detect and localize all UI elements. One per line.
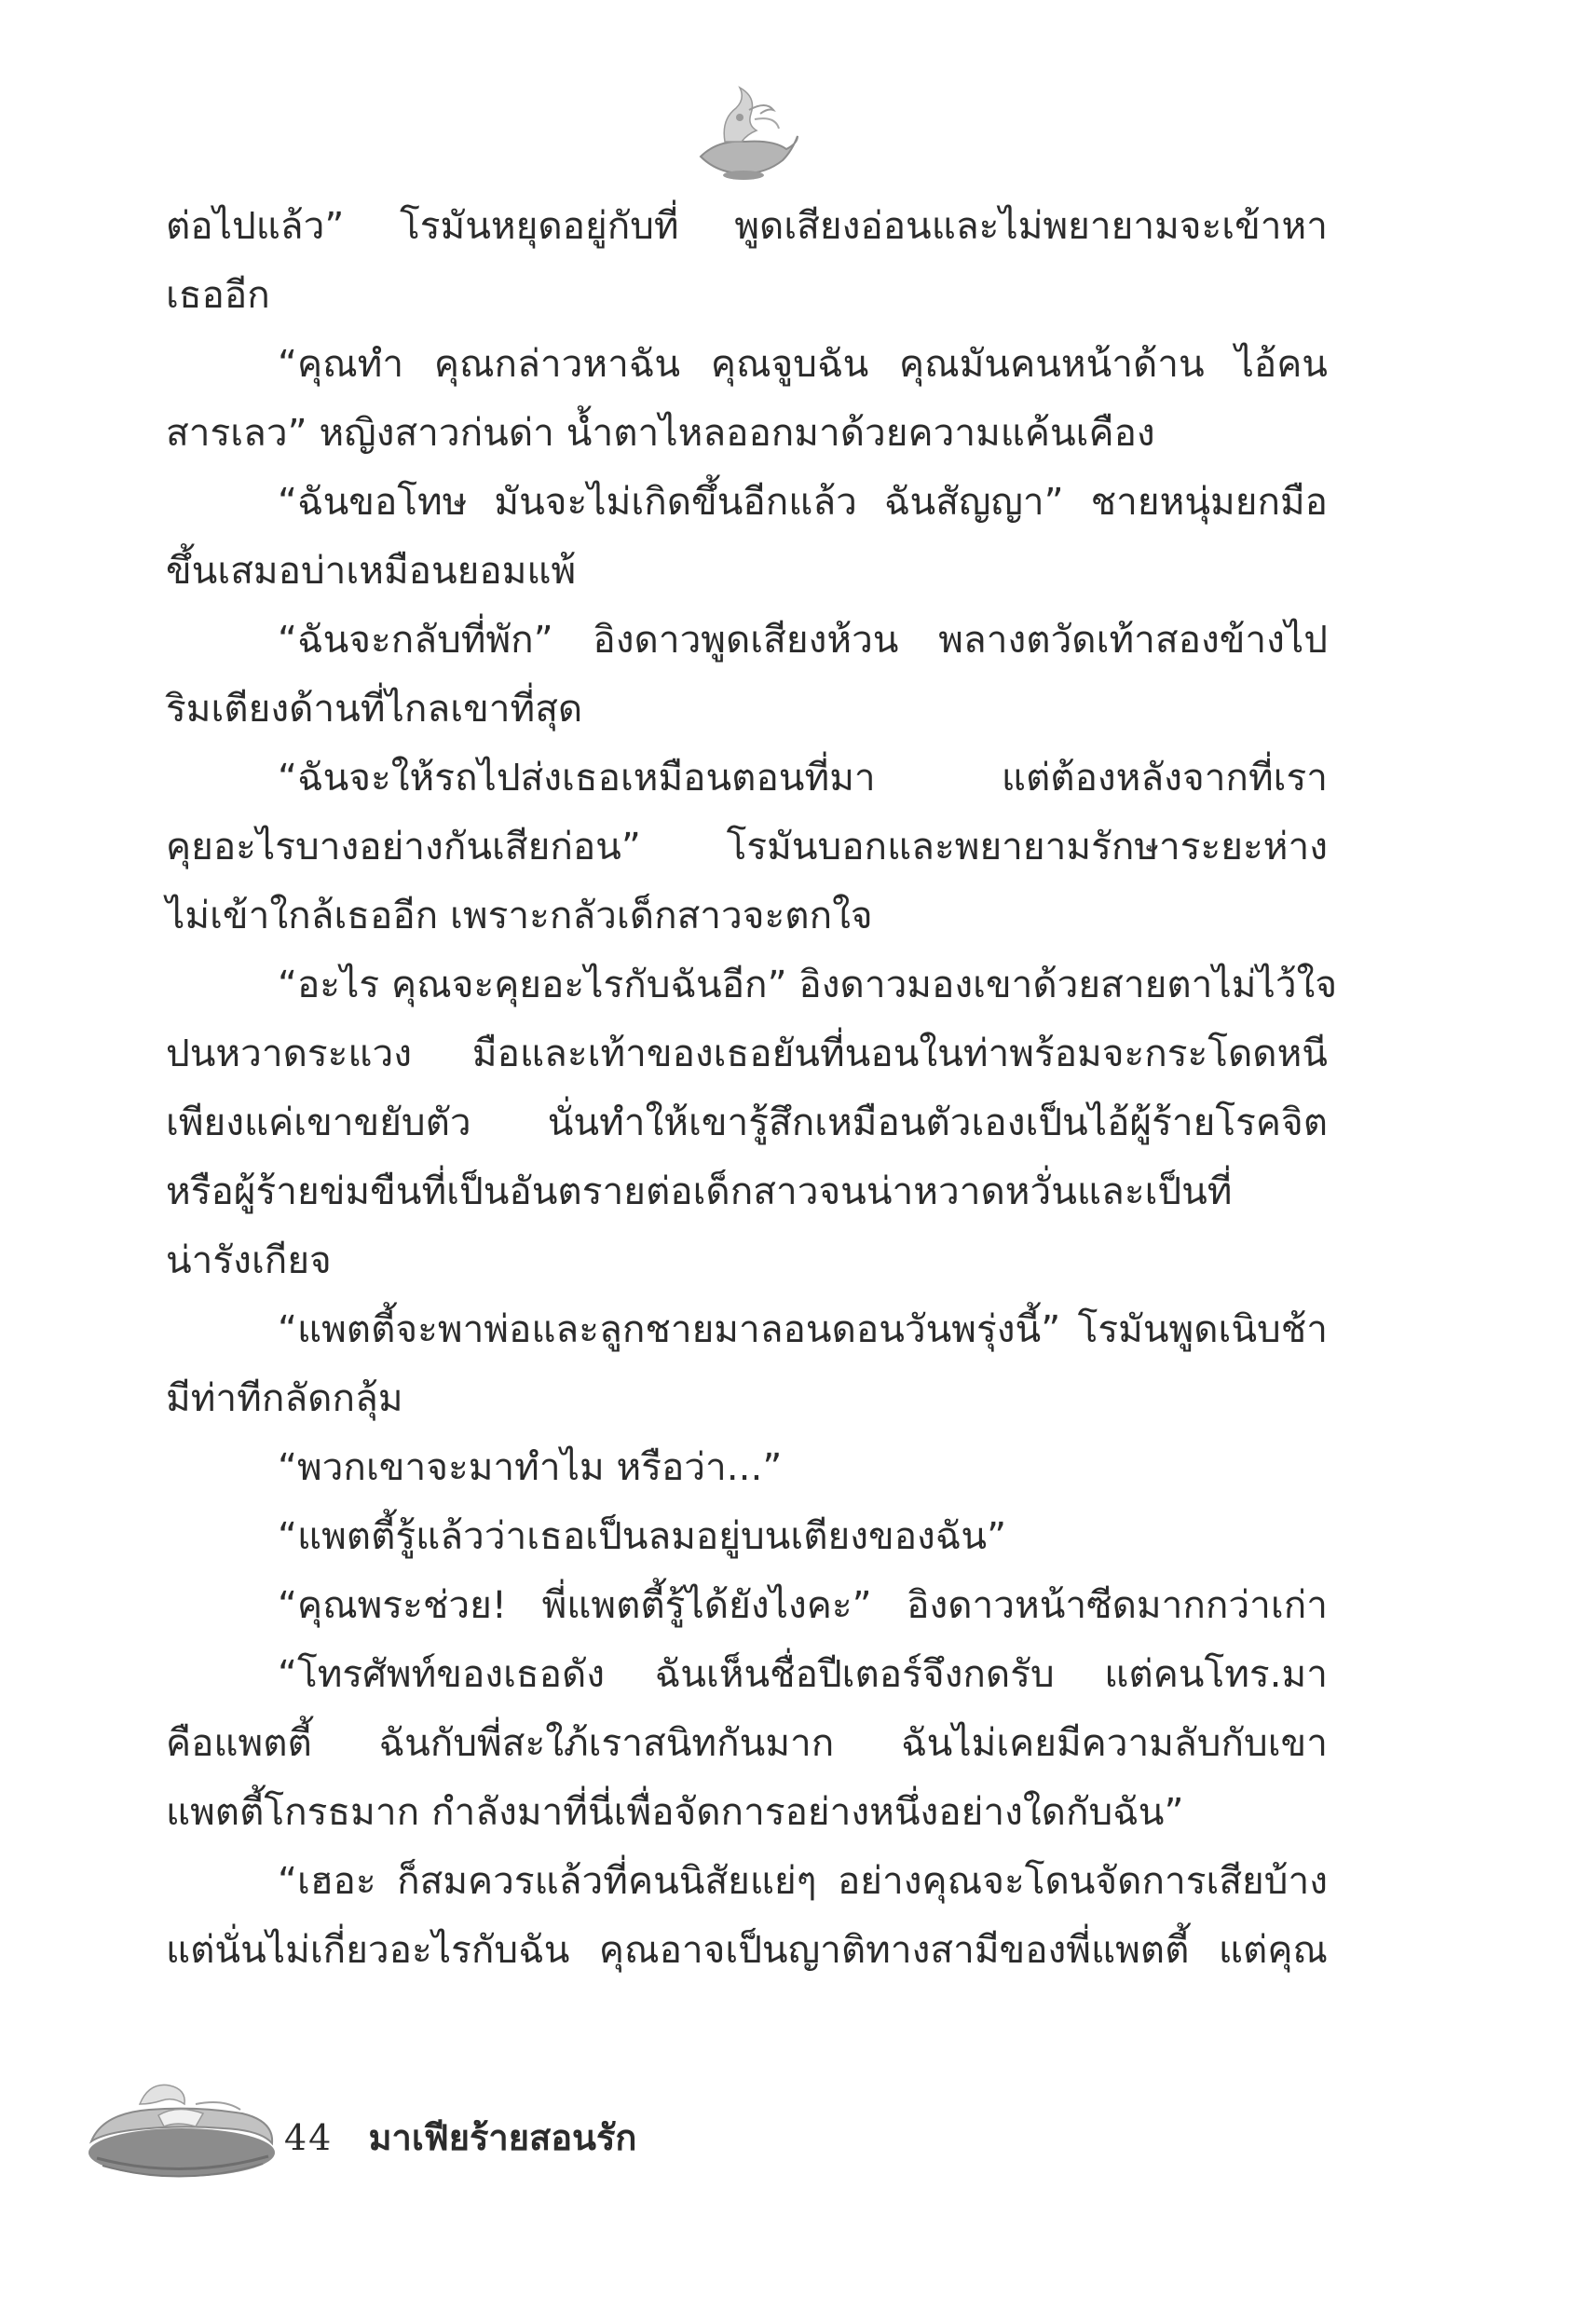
text-line: “แพตตี้จะพาพ่อและลูกชายมาลอนดอนวันพรุ่งนี้” โรมันพูดเนิบช้า	[278, 1306, 1328, 1351]
text-line: น่ารังเกียจ	[166, 1238, 332, 1282]
text-line: สารเลว” หญิงสาวก่นด่า น้ำตาไหลออกมาด้วยความแค้นเคือง	[166, 410, 1155, 455]
text-line: เพียงแค่เขาขยับตัว นั่นทำให้เขารู้สึกเหมือนตัวเองเป็นไอ้ผู้ร้ายโรคจิต	[166, 1100, 1328, 1144]
book-title: มาเฟียร้ายสอนรัก	[368, 2117, 637, 2158]
text-line: คือแพตตี้ ฉันกับพี่สะใภ้เราสนิทกันมาก ฉันไม่เคยมีความลับกับเขา	[166, 1720, 1328, 1765]
text-line: เธออีก	[166, 272, 270, 317]
text-line: ปนหวาดระแวง มือและเท้าของเธอยันที่นอนในท่าพร้อมจะกระโดดหนี	[166, 1031, 1328, 1075]
footer-text	[284, 2115, 636, 2160]
page-footer	[84, 2076, 922, 2188]
text-line: “พวกเขาจะมาทำไม หรือว่า...”	[278, 1444, 783, 1489]
text-line: คุยอะไรบางอย่างกันเสียก่อน” โรมันบอกและพยายามรักษาระยะห่าง	[166, 824, 1328, 868]
text-line: ไม่เข้าใกล้เธออีก เพราะกลัวเด็กสาวจะตกใจ	[166, 893, 873, 937]
text-line: ต่อไปแล้ว” โรมันหยุดอยู่กับที่ พูดเสียงอ่อนและไม่พยายามจะเข้าหา	[166, 203, 1328, 248]
genie-lamp-icon	[689, 82, 801, 185]
text-line: แพตตี้โกรธมาก กำลังมาที่นี่เพื่อจัดการอย่างหนึ่งอย่างใดกับฉัน”	[166, 1789, 1184, 1834]
text-line: “อะไร คุณจะคุยอะไรกับฉันอีก” อิงดาวมองเขาด้วยสายตาไม่ไว้ใจ	[278, 962, 1338, 1006]
text-line: ริมเตียงด้านที่ไกลเขาที่สุด	[166, 686, 583, 731]
text-line: “คุณทำ คุณกล่าวหาฉัน คุณจูบฉัน คุณมันคนหน้าด้าน ไอ้คน	[278, 341, 1328, 386]
text-line: มีท่าทีกลัดกลุ้ม	[166, 1375, 403, 1420]
text-line: “โทรศัพท์ของเธอดัง ฉันเห็นชื่อปีเตอร์จึงกดรับ แต่คนโทร.มา	[278, 1651, 1328, 1696]
text-line: “ฉันขอโทษ มันจะไม่เกิดขึ้นอีกแล้ว ฉันสัญญา” ชายหนุ่มยกมือ	[278, 479, 1328, 524]
sleeping-pillow-icon	[84, 2076, 280, 2188]
page-number: 44	[284, 2117, 334, 2158]
text-line: “ฉันจะกลับที่พัก” อิงดาวพูดเสียงห้วน พลางตวัดเท้าสองข้างไป	[278, 617, 1328, 662]
text-line: “เฮอะ ก็สมควรแล้วที่คนนิสัยแย่ๆ อย่างคุณจะโดนจัดการเสียบ้าง	[278, 1858, 1328, 1903]
text-line: “แพตตี้รู้แล้วว่าเธอเป็นลมอยู่บนเตียงของฉัน”	[278, 1513, 1007, 1558]
text-line: หรือผู้ร้ายข่มขืนที่เป็นอันตรายต่อเด็กสาวจนน่าหวาดหวั่นและเป็นที่	[166, 1169, 1233, 1213]
text-line: “ฉันจะให้รถไปส่งเธอเหมือนตอนที่มา แต่ต้องหลังจากที่เรา	[278, 755, 1328, 800]
text-line: ขึ้นเสมอบ่าเหมือนยอมแพ้	[166, 548, 577, 593]
text-line: แต่นั่นไม่เกี่ยวอะไรกับฉัน คุณอาจเป็นญาติทางสามีของพี่แพตตี้ แต่คุณ	[166, 1927, 1328, 1972]
body-text	[166, 191, 1338, 1984]
text-line: “คุณพระช่วย! พี่แพตตี้รู้ได้ยังไงคะ” อิงดาวหน้าซีดมากกว่าเก่า	[278, 1582, 1328, 1627]
